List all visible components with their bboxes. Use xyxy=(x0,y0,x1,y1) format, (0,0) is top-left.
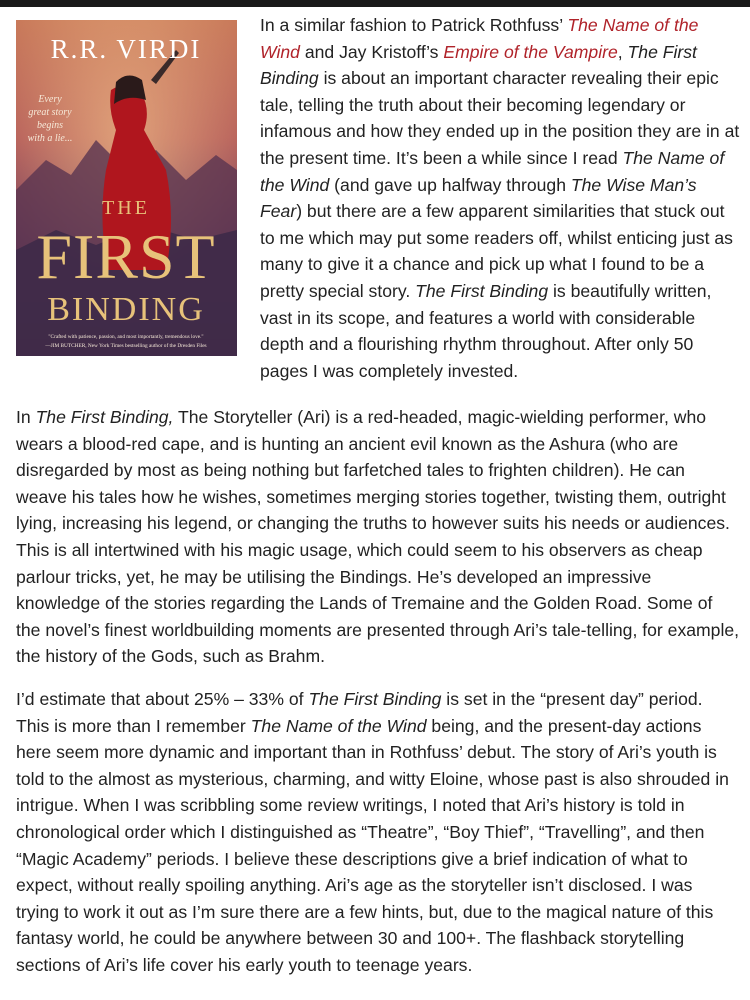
book-title-italic: The First Binding xyxy=(260,41,697,89)
text-run: In a similar fashion to Patrick Rothfuss’ xyxy=(260,15,568,35)
intro-paragraph xyxy=(260,12,740,384)
cover-author: R.R. VIRDI xyxy=(50,34,202,64)
link-empire-of-the-vampire[interactable]: Empire of the Vampire xyxy=(443,41,618,62)
cover-title-binding: BINDING xyxy=(47,291,205,328)
book-title-italic: The First Binding xyxy=(308,689,442,709)
book-title-italic: The Wise Man’s Fear xyxy=(260,174,697,222)
top-bar xyxy=(0,0,750,7)
cover-title-first: FIRST xyxy=(36,221,216,292)
cover-quote-attribution: —JIM BUTCHER, New York Times bestselling author of the Dresden Files xyxy=(45,343,207,349)
text-run: In xyxy=(16,407,36,427)
cover-tagline-4: with a lie... xyxy=(27,133,73,144)
paragraph-storyteller xyxy=(16,404,740,670)
text-run: is about an important character revealing their epic tale, telling the truth about their becoming legendary or infamous and how they ended up in the position they are in at the present time. It’s been a while since I read xyxy=(260,68,740,168)
link-name-of-the-wind[interactable]: The Name of the Wind xyxy=(260,15,699,62)
cover-tagline-3: begins xyxy=(36,120,64,131)
book-title-italic: The Name of the Wind xyxy=(250,715,427,736)
text-run: being, and the present-day actions here seem more dynamic and important than in Rothfuss’ debut. The story of Ari’s youth is told to the almost as mysterious, charming, and witty Eloine, whose past is also shrouded in intrigue. When I was scribbling some review writings, I noted that Ari’s history is told in chronological order which I distinguished as “Theatre”, “Boy Thief”, “Travelling”, and then “Magic Academy” periods. I believe these descriptions give a brief indication of what to expect, without really spoiling anything. Ari’s age as the storyteller isn’t disclosed. I was trying to work it out as I’m sure there are a few hints, but, due to the magical nature of this fantasy world, he could be anywhere between 30 and 100+. The flashback storytelling sections of Ari’s life cover his early youth to teenage years. xyxy=(16,715,729,975)
cover-title-the: THE xyxy=(102,197,150,219)
article-body xyxy=(16,12,740,975)
book-title-italic: The Name of the Wind xyxy=(260,147,725,195)
text-run: ) but there are a few apparent similarities that stuck out to me which may put some readers off, whilst enticing just as many to give it a chance and pick up what I found to be a pretty special story. xyxy=(260,201,733,301)
book-title-italic: The First Binding, xyxy=(35,407,174,427)
cover-quote: "Crafted with patience, passion, and most importantly, tremendous love." xyxy=(48,334,204,340)
intro-block xyxy=(16,12,740,387)
text-run: and Jay Kristoff’s xyxy=(299,41,444,62)
text-run: (and gave up halfway through xyxy=(329,174,571,195)
text-run: is set in the “present day” period. This is more than I remember xyxy=(16,689,703,736)
paragraph-present-day xyxy=(16,686,740,979)
text-run: is beautifully written, vast in its scope, and features a world with considerable depth and a flourishing rhythm throughout. After only 50 pages I was completely invested. xyxy=(260,280,712,381)
cover-tagline-1: Every xyxy=(38,94,62,105)
book-cover-image xyxy=(16,20,237,356)
book-title-italic: The First Binding xyxy=(415,280,549,301)
text-run: I’d estimate that about 25% – 33% of xyxy=(16,689,309,709)
text-run: , xyxy=(617,41,628,62)
text-run: The Storyteller (Ari) is a red-headed, magic-wielding performer, who wears a blood-red cape, and is hunting an ancient evil known as the Ashura (who are disregarded by most as being nothing but farfetched tales to frighten children). He can weave his tales how he wishes, sometimes merging stories together, twisting them, outright lying, increasing his legend, or changing the truths to however suits his needs or audiences. This is all intertwined with his magic usage, which could seem to his observers as cheap parlour tricks, yet, he may be utilising the Bindings. He’s developed an impressive knowledge of the stories regarding the Lands of Tremaine and the Golden Road. Some of the novel’s finest worldbuilding moments are presented through Ari’s tale-telling, for example, the history of the Gods, such as Brahm. xyxy=(16,407,740,667)
cover-tagline-2: great story xyxy=(28,107,72,118)
